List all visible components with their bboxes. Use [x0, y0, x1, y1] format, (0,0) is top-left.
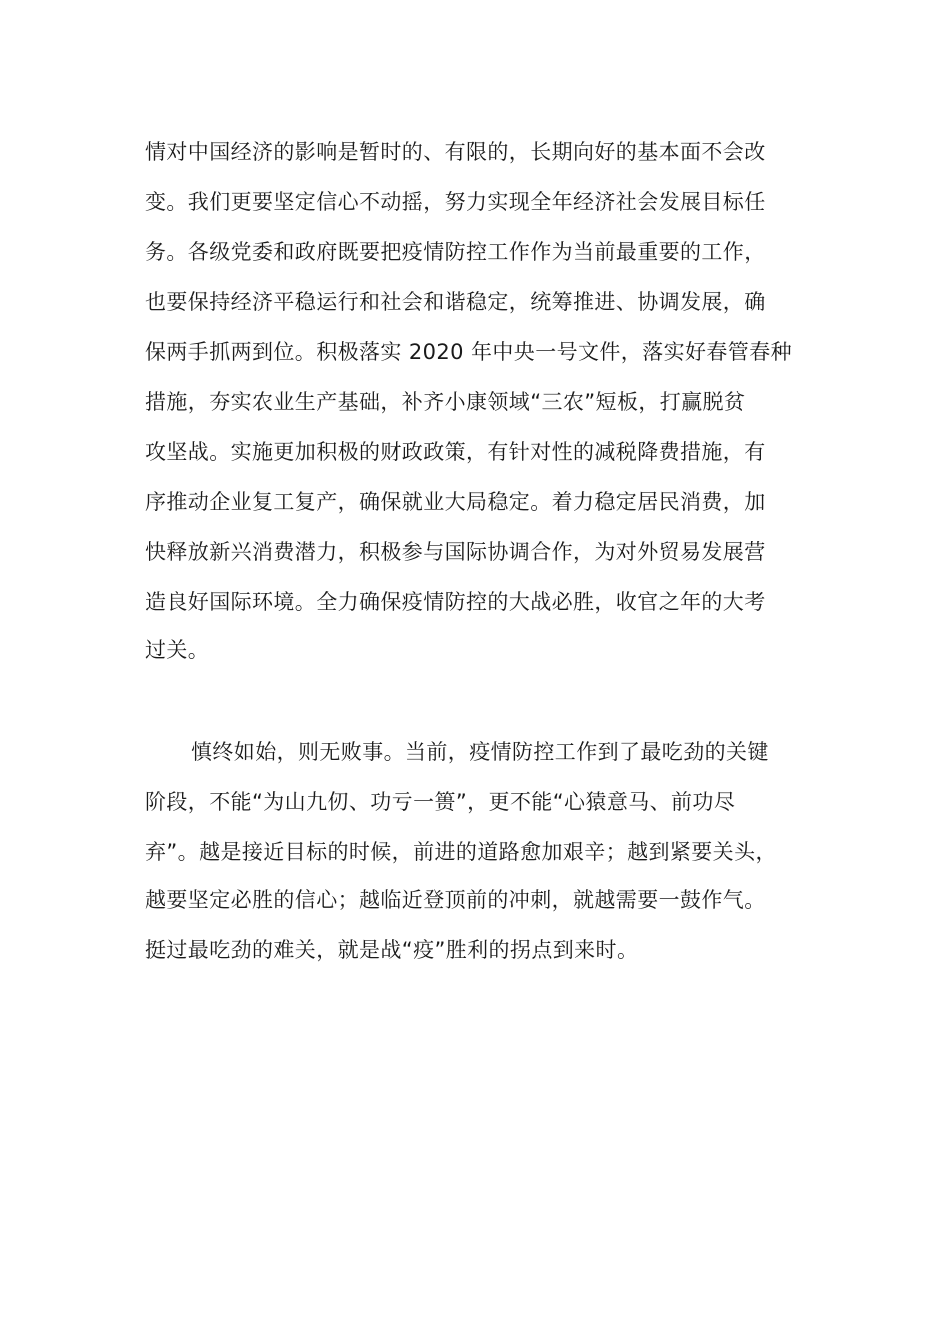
text-line: 序推动企业复工复产，确保就业大局稳定。着力稳定居民消费，加 — [145, 490, 766, 514]
text-line: 措施，夯实农业生产基础，补齐小康领域“三农”短板，打赢脱贫 — [145, 390, 746, 414]
text-line: 情对中国经济的影响是暂时的、有限的，长期向好的基本面不会改 — [145, 140, 766, 164]
text-line: 越要坚定必胜的信心；越临近登顶前的冲刺，就越需要一鼓作气。 — [145, 888, 766, 912]
text-line: 变。我们更要坚定信心不动摇，努力实现全年经济社会发展目标任 — [145, 190, 766, 214]
text-line: 保两手抓两到位。积极落实 2020 年中央一号文件，落实好春管春种 — [145, 340, 792, 364]
text-line: 慎终如始，则无败事。当前，疫情防控工作到了最吃劲的关键 — [191, 740, 769, 764]
text-line: 弃”。越是接近目标的时候，前进的道路愈加艰辛；越到紧要关头， — [145, 840, 777, 864]
text-line: 务。各级党委和政府既要把疫情防控工作作为当前最重要的工作， — [145, 240, 766, 264]
text-line: 挺过最吃劲的难关，就是战“疫”胜利的拐点到来时。 — [145, 938, 639, 962]
text-line: 快释放新兴消费潜力，积极参与国际协调合作，为对外贸易发展营 — [145, 540, 766, 564]
text-line: 过关。 — [145, 638, 210, 662]
text-line: 造良好国际环境。全力确保疫情防控的大战必胜，收官之年的大考 — [145, 590, 766, 614]
text-line: 攻坚战。实施更加积极的财政政策，有针对性的减税降费措施，有 — [145, 440, 766, 464]
text-line: 阶段，不能“为山九仞、功亏一篑”，更不能“心猿意马、前功尽 — [145, 790, 736, 814]
text-line: 也要保持经济平稳运行和社会和谐稳定，统筹推进、协调发展，确 — [145, 290, 766, 314]
